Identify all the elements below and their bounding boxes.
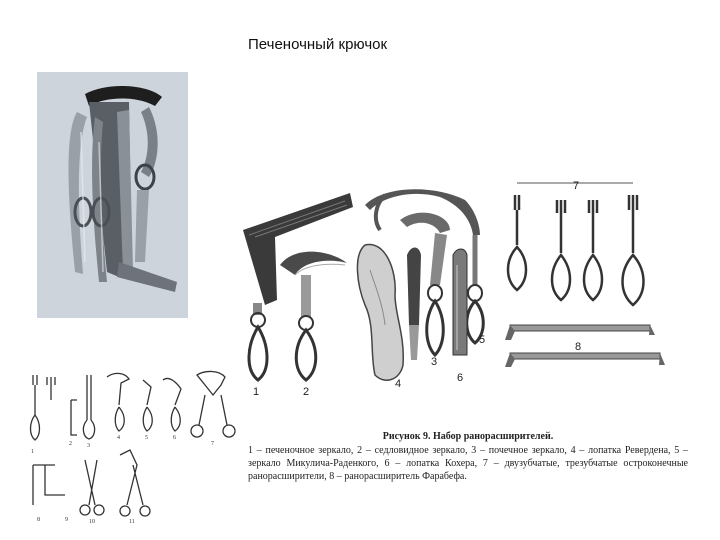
small-label-9: 9 (65, 517, 68, 523)
small-label-3: 3 (87, 443, 90, 449)
instrument-4-reverdin-spatula (357, 244, 403, 380)
instrument-3-renal-mirror (400, 213, 450, 355)
instrument-2-saddle-mirror (280, 252, 347, 380)
small-label-6: 6 (173, 435, 176, 441)
figure-caption (248, 430, 688, 483)
figure-label-5: 5 (479, 334, 486, 346)
figure-label-3: 3 (431, 356, 438, 368)
small-label-8: 8 (37, 517, 40, 523)
small-label-5: 5 (145, 435, 148, 441)
figure-label-6: 6 (457, 372, 464, 384)
retractors-figure (235, 175, 675, 405)
instrument-small-spatula (407, 248, 421, 361)
figure-label-7: 7 (573, 180, 580, 192)
instrument-8-farabeuf-retractor (505, 325, 665, 367)
figure-label-4: 4 (395, 378, 402, 390)
figure-label-8: 8 (575, 341, 582, 353)
small-label-2: 2 (69, 441, 72, 447)
figure-label-1: 1 (253, 386, 260, 398)
liver-hook-photo (37, 72, 188, 318)
caption-body: 1 – печеночное зеркало, 2 – седловидное зеркало, 3 – почечное зеркало, 4 – лопатка Ревердена, 5 – зеркало Микулича-Раденкого, 6 – лопатка Кохера, 7 – двузубчатые, трезубчатые остроконечные ранорасширители, 8 – ранорасширитель Фарабефа. (248, 445, 688, 482)
small-instruments-drawing (25, 365, 245, 525)
small-label-11: 11 (129, 519, 135, 525)
small-label-7: 7 (211, 441, 214, 447)
instrument-7-pronged-retractors (508, 195, 644, 305)
small-label-4: 4 (117, 435, 120, 441)
figure-label-2: 2 (303, 386, 310, 398)
instrument-6-kocher-spatula (453, 249, 467, 355)
caption-title: Рисунок 9. Набор ранорасширителей. (382, 431, 554, 442)
small-label-1: 1 (31, 449, 34, 455)
small-label-10: 10 (89, 519, 95, 525)
slide-title: Печеночный крючок (248, 36, 388, 53)
